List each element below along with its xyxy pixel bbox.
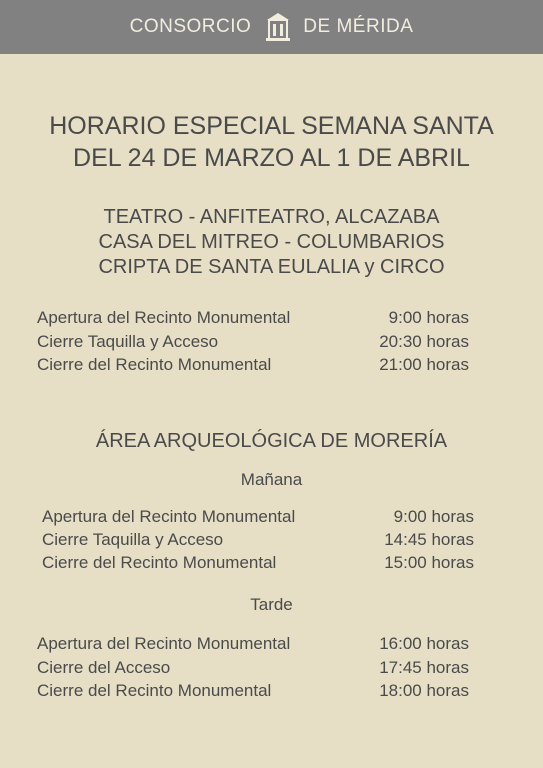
schedule-row-time: 20:30 horas — [379, 332, 469, 351]
schedule-row — [37, 632, 469, 655]
schedule-row-label: Apertura del Recinto Monumental — [37, 634, 291, 653]
schedule-row-label: Cierre del Acceso — [37, 658, 171, 677]
schedule-row-time: 14:45 horas — [384, 530, 474, 549]
section1-heading-line-3: CRIPTA DE SANTA EULALIA y CIRCO — [98, 256, 445, 278]
schedule-row-label: Cierre del Recinto Monumental — [42, 553, 277, 572]
schedule-row — [37, 353, 469, 376]
header-left-text: CONSORCIO — [129, 16, 252, 37]
schedule-row-label: Cierre Taquilla y Acceso — [42, 530, 224, 549]
schedule-row-label: Cierre del Recinto Monumental — [37, 355, 272, 374]
page-title-line-2: DEL 24 DE MARZO AL 1 DE ABRIL — [73, 144, 470, 172]
header-bar — [0, 0, 543, 54]
morning-heading: Mañana — [240, 470, 303, 489]
schedule-row-label: Cierre del Recinto Monumental — [37, 681, 272, 700]
section1-heading-line-1: TEATRO - ANFITEATRO, ALCAZABA — [103, 206, 440, 228]
schedule-row-time: 21:00 horas — [379, 355, 469, 374]
schedule-row — [37, 679, 469, 702]
schedule-row — [42, 551, 474, 574]
schedule-row-time: 9:00 horas — [393, 507, 474, 526]
section1-heading-line-2: CASA DEL MITREO - COLUMBARIOS — [98, 231, 445, 253]
schedule-row — [42, 505, 474, 528]
page-title-line-1: HORARIO ESPECIAL SEMANA SANTA — [49, 112, 494, 140]
section2-heading: ÁREA ARQUEOLÓGICA DE MORERÍA — [95, 430, 448, 452]
schedule-row — [37, 656, 469, 679]
header-right-text: DE MÉRIDA — [303, 16, 414, 37]
schedule-row-time: 17:45 horas — [379, 658, 469, 677]
schedule-row-time: 9:00 horas — [388, 308, 469, 327]
schedule-row — [42, 528, 474, 551]
schedule-row — [37, 330, 469, 353]
schedule-row-label: Apertura del Recinto Monumental — [42, 507, 296, 526]
coat-of-arms-icon — [265, 12, 291, 42]
schedule-row — [37, 306, 469, 329]
schedule-row-time: 16:00 horas — [379, 634, 469, 653]
schedule-row-time: 15:00 horas — [384, 553, 474, 572]
schedule-row-time: 18:00 horas — [379, 681, 469, 700]
afternoon-heading: Tarde — [250, 595, 293, 614]
schedule-row-label: Apertura del Recinto Monumental — [37, 308, 291, 327]
schedule-row-label: Cierre Taquilla y Acceso — [37, 332, 219, 351]
